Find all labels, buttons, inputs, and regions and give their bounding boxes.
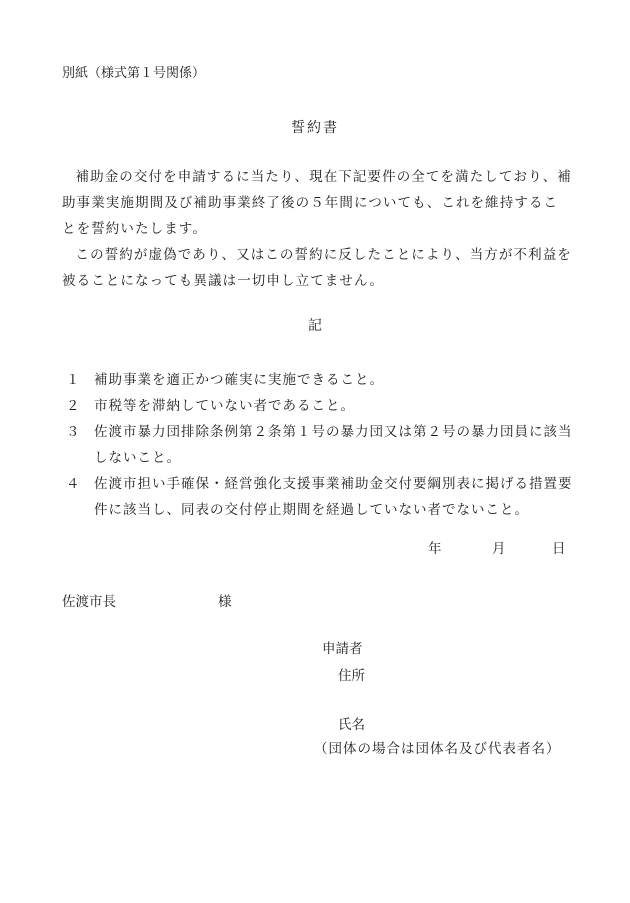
pledge-paragraph: 補助金の交付を申請するに当たり、現在下記要件の全てを満たしており、補助事業実施期間及び補助事業終了後の５年間についても、これを維持することを誓約いたします。 [62,169,572,237]
form-reference: 別紙（様式第１号関係） [62,66,206,81]
item-number: ３ [66,424,81,440]
list-item [62,419,577,471]
pledge-body [62,164,572,294]
name-label: 氏名 [338,717,365,733]
addressee [62,594,232,610]
item-number: １ [66,372,81,388]
item-text: 佐渡市担い手確保・経営強化支援事業補助金交付要綱別表に掲げる措置要件に該当し、同表の交付停止期間を経過していない者でないこと。 [94,476,573,518]
addressee-name: 佐渡市長 [62,594,116,610]
addressee-honorific: 様 [218,594,232,610]
ki-heading: 記 [308,318,322,334]
requirements-list [62,367,577,523]
document-title: 誓約書 [291,120,339,136]
item-text: 佐渡市暴力団排除条例第２条第１号の暴力団又は第２号の暴力団員に該当しないこと。 [94,424,573,466]
item-text: 補助事業を適正かつ確実に実施できること。 [94,372,384,388]
date-year: 年 [428,541,442,557]
pledge-paragraph: この誓約が虚偽であり、又はこの誓約に反したことにより、当方が不利益を被ることになっても異議は一切申し立てません。 [62,247,572,289]
list-item [62,367,577,393]
date-month: 月 [492,541,506,557]
name-note: （団体の場合は団体名及び代表者名） [314,741,561,757]
item-text: 市税等を滞納していない者であること。 [94,398,355,414]
address-label: 住所 [338,668,365,684]
item-number: ４ [66,476,81,492]
item-number: ２ [66,398,81,414]
applicant-label: 申請者 [322,641,363,657]
list-item [62,393,577,419]
list-item [62,471,577,523]
date-day: 日 [552,541,566,557]
